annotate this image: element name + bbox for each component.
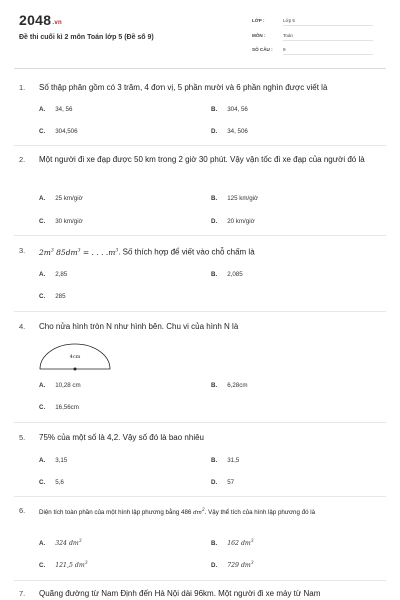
- option-letter: C.: [39, 404, 46, 411]
- question-text: Cho nửa hình tròn N như hình bên. Chu vi của hình N là: [39, 322, 239, 331]
- semicircle-figure: [38, 342, 112, 372]
- option-5b[interactable]: [211, 457, 239, 464]
- option-letter: B.: [211, 540, 218, 548]
- meta-value-class: Lớp 5: [283, 18, 373, 26]
- option-letter: D.: [211, 562, 218, 570]
- option-value: 20 km/giờ: [227, 218, 255, 225]
- option-letter: D.: [211, 128, 218, 135]
- option-letter: A.: [39, 195, 46, 202]
- option-value: 5,6: [55, 479, 64, 486]
- option-5d[interactable]: [211, 479, 234, 486]
- option-1c[interactable]: [39, 128, 78, 135]
- meta-label-class: LỚP :: [252, 18, 265, 23]
- option-letter: A.: [39, 106, 46, 113]
- brand-logo[interactable]: [19, 12, 62, 28]
- option-4a[interactable]: [39, 382, 81, 389]
- question-text: Số thập phân gồm có 3 trăm, 4 đơn vị, 5 phần mười và 6 phần nghìn được viết là: [39, 83, 328, 92]
- option-value: 304, 56: [227, 106, 248, 113]
- option-letter: B.: [211, 106, 218, 113]
- option-value: 285: [55, 293, 66, 300]
- option-letter: C.: [39, 479, 46, 486]
- option-letter: A.: [39, 382, 46, 389]
- question-number: 7.: [19, 589, 26, 598]
- option-6a[interactable]: [39, 539, 82, 547]
- question-number: 3.: [19, 246, 26, 255]
- option-letter: A.: [39, 540, 46, 548]
- option-letter: A.: [39, 271, 46, 278]
- option-letter: B.: [211, 382, 218, 389]
- brand-name: 2048: [19, 12, 52, 28]
- option-2b[interactable]: [211, 195, 258, 202]
- meta-label-count: SỐ CÂU :: [252, 47, 273, 52]
- option-value: 2,085: [227, 271, 243, 278]
- option-value: 3,15: [55, 457, 68, 464]
- option-value: 10,28 cm: [55, 382, 81, 389]
- option-letter: C.: [39, 562, 46, 570]
- center-point: [74, 368, 77, 371]
- option-3b[interactable]: [211, 271, 243, 278]
- option-3a[interactable]: [39, 271, 67, 278]
- option-value: 2,85: [55, 271, 68, 278]
- option-2d[interactable]: [211, 218, 255, 225]
- question-6: [19, 505, 374, 519]
- option-3c[interactable]: [39, 293, 66, 300]
- option-letter: B.: [211, 195, 218, 202]
- question-divider: [14, 145, 386, 146]
- question-number: 5.: [19, 433, 26, 442]
- question-1: [19, 81, 374, 94]
- option-letter: C.: [39, 128, 46, 135]
- option-letter: D.: [211, 479, 218, 486]
- option-5a[interactable]: [39, 457, 67, 464]
- option-value: 162 $dm^3$: [227, 539, 254, 548]
- question-number: 4.: [19, 322, 26, 331]
- question-3: [19, 244, 374, 259]
- question-number: 1.: [19, 83, 26, 92]
- question-divider: [14, 580, 386, 581]
- option-value: 34, 506: [227, 128, 248, 135]
- option-value: 57: [227, 479, 235, 486]
- option-value: 125 km/giờ: [227, 195, 259, 202]
- option-6d[interactable]: [211, 561, 254, 569]
- option-letter: C.: [39, 293, 46, 300]
- question-text-tail: . Số thích hợp để viết vào chỗ chấm là: [118, 247, 255, 257]
- option-letter: C.: [39, 218, 46, 225]
- meta-value-subject: Toán: [283, 33, 373, 41]
- question-2: [19, 153, 374, 166]
- option-6b[interactable]: [211, 539, 254, 547]
- option-value: 30 km/giờ: [55, 218, 83, 225]
- question-number: 2.: [19, 155, 26, 164]
- meta-value-count: 9: [283, 47, 373, 55]
- option-letter: B.: [211, 457, 218, 464]
- math-expression: $2m^3$ $85dm^3$ = . . . $.m^3$: [39, 247, 119, 257]
- option-1a[interactable]: [39, 106, 72, 113]
- meta-label-subject: MÔN :: [252, 33, 266, 38]
- option-value: 34, 56: [55, 106, 73, 113]
- option-2c[interactable]: [39, 218, 83, 225]
- diameter-label: 4cm: [69, 354, 81, 360]
- option-value: 16,56cm: [55, 404, 79, 411]
- option-letter: A.: [39, 457, 46, 464]
- option-letter: D.: [211, 218, 218, 225]
- option-value: 31,5: [227, 457, 240, 464]
- brand-suffix: .vn: [52, 20, 62, 26]
- question-text: 75% của một số là 4,2. Vậy số đó là bao nhiêu: [39, 433, 204, 442]
- option-value: 121,5 $dm^3$: [55, 561, 88, 570]
- option-value: 304,506: [55, 128, 78, 135]
- question-divider: [14, 235, 386, 236]
- option-value: 25 km/giờ: [55, 195, 83, 202]
- question-divider: [14, 422, 386, 423]
- option-value: 6,28cm: [227, 382, 248, 389]
- question-7: [19, 587, 374, 600]
- option-1d[interactable]: [211, 128, 248, 135]
- question-text: [39, 244, 374, 259]
- question-5: [19, 431, 374, 444]
- question-number: 6.: [19, 506, 26, 515]
- option-4c[interactable]: [39, 404, 79, 411]
- exam-title: Đề thi cuối kì 2 môn Toán lớp 5 (Đề số 9): [19, 34, 154, 41]
- option-value: 324 $dm^3$: [55, 539, 82, 548]
- exam-header: [0, 0, 400, 70]
- option-value: 729 $dm^3$: [227, 561, 254, 570]
- option-5c[interactable]: [39, 479, 64, 486]
- option-4b[interactable]: [211, 382, 247, 389]
- question-4: [19, 320, 374, 333]
- option-1b[interactable]: [211, 106, 248, 113]
- question-divider: [14, 311, 386, 312]
- question-text: Diện tích toàn phần của một hình lập phương bằng 486 $dm^2$. Vậy thể tích của hình lập phương đó là: [39, 508, 316, 516]
- option-2a[interactable]: [39, 195, 83, 202]
- option-letter: B.: [211, 271, 218, 278]
- question-divider: [14, 496, 386, 497]
- question-text: Quãng đường từ Nam Định đến Hà Nội dài 96km. Một người đi xe máy từ Nam: [39, 589, 321, 598]
- header-divider: [14, 68, 386, 69]
- question-text: Một người đi xe đạp được 50 km trong 2 giờ 30 phút. Vậy vận tốc đi xe đạp của người đó là: [39, 155, 365, 164]
- option-6c[interactable]: [39, 561, 88, 569]
